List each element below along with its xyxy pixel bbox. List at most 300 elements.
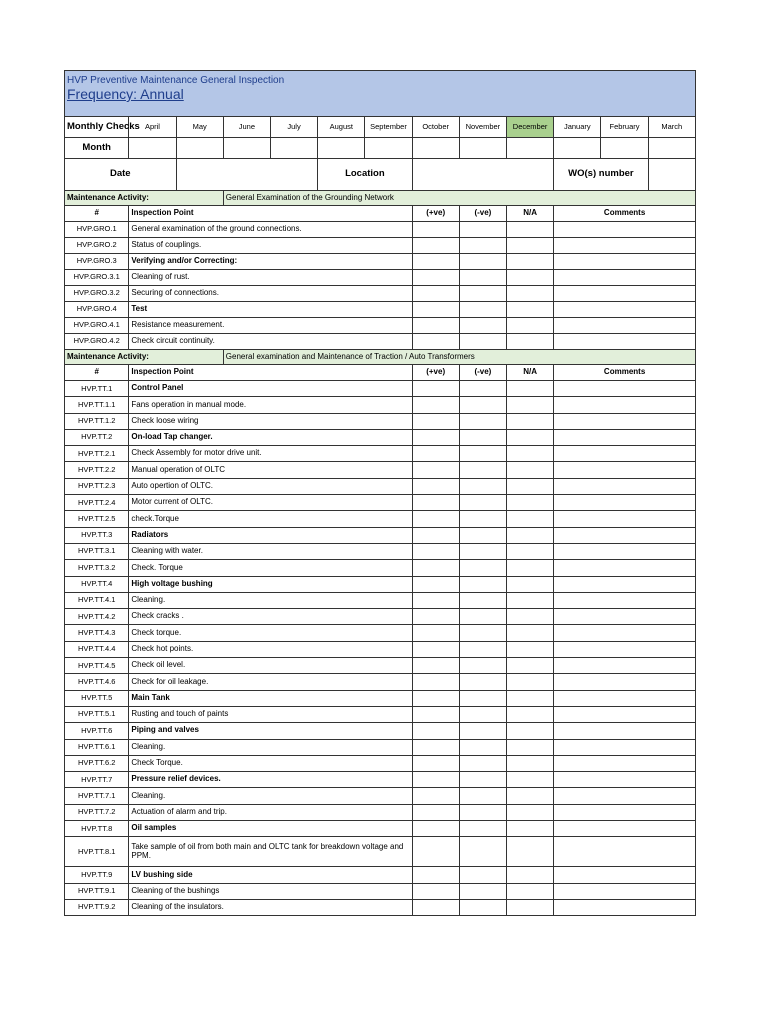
comments-cell[interactable] xyxy=(554,576,696,592)
comments-cell[interactable] xyxy=(554,883,696,899)
positive-check-cell[interactable] xyxy=(412,286,459,302)
comments-cell[interactable] xyxy=(554,222,696,238)
item-description: Check hot points. xyxy=(129,641,412,657)
negative-check-cell[interactable] xyxy=(459,592,506,608)
item-description: Check. Torque xyxy=(129,560,412,576)
na-check-cell[interactable] xyxy=(506,821,553,837)
positive-check-cell[interactable] xyxy=(412,543,459,559)
comments-cell[interactable] xyxy=(554,755,696,771)
item-description: Cleaning of the insulators. xyxy=(129,899,412,915)
month-cell[interactable] xyxy=(459,138,506,159)
item-description: Check torque. xyxy=(129,625,412,641)
comments-cell[interactable] xyxy=(554,381,696,397)
col-na: N/A xyxy=(506,365,553,381)
positive-check-cell[interactable] xyxy=(412,334,459,350)
positive-check-cell[interactable] xyxy=(412,690,459,706)
item-description: Verifying and/or Correcting: xyxy=(129,254,412,270)
positive-check-cell[interactable] xyxy=(412,254,459,270)
comments-cell[interactable] xyxy=(554,270,696,286)
item-code: HVP.TT.4.6 xyxy=(65,674,129,690)
comments-cell[interactable] xyxy=(554,446,696,462)
table-row xyxy=(65,527,696,543)
month-header-january: January xyxy=(554,117,601,138)
na-check-cell[interactable] xyxy=(506,560,553,576)
positive-check-cell[interactable] xyxy=(412,609,459,625)
location-field[interactable] xyxy=(412,159,554,191)
inspection-table xyxy=(64,70,696,916)
comments-cell[interactable] xyxy=(554,625,696,641)
na-check-cell[interactable] xyxy=(506,397,553,413)
item-code: HVP.GRO.4.1 xyxy=(65,318,129,334)
positive-check-cell[interactable] xyxy=(412,706,459,722)
na-check-cell[interactable] xyxy=(506,641,553,657)
title-row xyxy=(65,71,696,117)
comments-cell[interactable] xyxy=(554,867,696,883)
negative-check-cell[interactable] xyxy=(459,560,506,576)
positive-check-cell[interactable] xyxy=(412,739,459,755)
na-check-cell[interactable] xyxy=(506,254,553,270)
positive-check-cell[interactable] xyxy=(412,674,459,690)
positive-check-cell[interactable] xyxy=(412,576,459,592)
table-row xyxy=(65,495,696,511)
item-code: HVP.GRO.3 xyxy=(65,254,129,270)
na-check-cell[interactable] xyxy=(506,576,553,592)
item-description: Rusting and touch of paints xyxy=(129,706,412,722)
col-positive: (+ve) xyxy=(412,365,459,381)
item-code: HVP.GRO.1 xyxy=(65,222,129,238)
na-check-cell[interactable] xyxy=(506,381,553,397)
item-code: HVP.TT.6 xyxy=(65,723,129,739)
item-code: HVP.TT.1.2 xyxy=(65,413,129,429)
na-check-cell[interactable] xyxy=(506,318,553,334)
item-code: HVP.TT.8 xyxy=(65,821,129,837)
month-cell[interactable] xyxy=(601,138,648,159)
column-header-row xyxy=(65,365,696,381)
positive-check-cell[interactable] xyxy=(412,641,459,657)
na-check-cell[interactable] xyxy=(506,804,553,820)
negative-check-cell[interactable] xyxy=(459,755,506,771)
positive-check-cell[interactable] xyxy=(412,837,459,867)
item-description: Test xyxy=(129,302,412,318)
na-check-cell[interactable] xyxy=(506,238,553,254)
positive-check-cell[interactable] xyxy=(412,238,459,254)
item-code: HVP.GRO.4.2 xyxy=(65,334,129,350)
negative-check-cell[interactable] xyxy=(459,821,506,837)
comments-cell[interactable] xyxy=(554,592,696,608)
na-check-cell[interactable] xyxy=(506,739,553,755)
table-row xyxy=(65,286,696,302)
negative-check-cell[interactable] xyxy=(459,397,506,413)
positive-check-cell[interactable] xyxy=(412,723,459,739)
comments-cell[interactable] xyxy=(554,238,696,254)
na-check-cell[interactable] xyxy=(506,788,553,804)
item-code: HVP.TT.4.2 xyxy=(65,609,129,625)
comments-cell[interactable] xyxy=(554,478,696,494)
negative-check-cell[interactable] xyxy=(459,804,506,820)
comments-cell[interactable] xyxy=(554,429,696,445)
item-description: Cleaning of rust. xyxy=(129,270,412,286)
na-check-cell[interactable] xyxy=(506,609,553,625)
item-description: Motor current of OLTC. xyxy=(129,495,412,511)
month-cell[interactable] xyxy=(554,138,601,159)
na-check-cell[interactable] xyxy=(506,334,553,350)
na-check-cell[interactable] xyxy=(506,462,553,478)
table-row xyxy=(65,723,696,739)
item-description: Check Torque. xyxy=(129,755,412,771)
comments-cell[interactable] xyxy=(554,318,696,334)
positive-check-cell[interactable] xyxy=(412,867,459,883)
table-row xyxy=(65,609,696,625)
comments-cell[interactable] xyxy=(554,511,696,527)
na-check-cell[interactable] xyxy=(506,772,553,788)
item-code: HVP.TT.3.1 xyxy=(65,543,129,559)
positive-check-cell[interactable] xyxy=(412,592,459,608)
negative-check-cell[interactable] xyxy=(459,286,506,302)
negative-check-cell[interactable] xyxy=(459,883,506,899)
positive-check-cell[interactable] xyxy=(412,658,459,674)
negative-check-cell[interactable] xyxy=(459,495,506,511)
comments-cell[interactable] xyxy=(554,560,696,576)
comments-cell[interactable] xyxy=(554,413,696,429)
table-row xyxy=(65,254,696,270)
item-description: Oil samples xyxy=(129,821,412,837)
item-description: Check cracks . xyxy=(129,609,412,625)
table-row xyxy=(65,899,696,915)
negative-check-cell[interactable] xyxy=(459,478,506,494)
negative-check-cell[interactable] xyxy=(459,658,506,674)
month-header-september: September xyxy=(365,117,412,138)
comments-cell[interactable] xyxy=(554,543,696,559)
item-description: General examination of the ground connections. xyxy=(129,222,412,238)
item-description: Cleaning. xyxy=(129,739,412,755)
negative-check-cell[interactable] xyxy=(459,381,506,397)
comments-cell[interactable] xyxy=(554,706,696,722)
negative-check-cell[interactable] xyxy=(459,772,506,788)
positive-check-cell[interactable] xyxy=(412,270,459,286)
table-row xyxy=(65,446,696,462)
positive-check-cell[interactable] xyxy=(412,511,459,527)
col-negative: (-ve) xyxy=(459,365,506,381)
month-cell[interactable] xyxy=(506,138,553,159)
month-header-november: November xyxy=(459,117,506,138)
activity-label: Maintenance Activity: xyxy=(65,350,224,365)
comments-cell[interactable] xyxy=(554,772,696,788)
table-row xyxy=(65,511,696,527)
frequency-label: Frequency: Annual xyxy=(67,86,184,102)
month-header-june: June xyxy=(223,117,270,138)
item-code: HVP.TT.7.2 xyxy=(65,804,129,820)
positive-check-cell[interactable] xyxy=(412,397,459,413)
positive-check-cell[interactable] xyxy=(412,804,459,820)
negative-check-cell[interactable] xyxy=(459,899,506,915)
table-row xyxy=(65,462,696,478)
col-comments: Comments xyxy=(554,206,696,222)
na-check-cell[interactable] xyxy=(506,222,553,238)
positive-check-cell[interactable] xyxy=(412,755,459,771)
month-header-february: February xyxy=(601,117,648,138)
comments-cell[interactable] xyxy=(554,609,696,625)
comments-cell[interactable] xyxy=(554,690,696,706)
positive-check-cell[interactable] xyxy=(412,527,459,543)
item-code: HVP.TT.1.1 xyxy=(65,397,129,413)
item-code: HVP.TT.2.5 xyxy=(65,511,129,527)
item-description: Cleaning with water. xyxy=(129,543,412,559)
item-description: Actuation of alarm and trip. xyxy=(129,804,412,820)
item-code: HVP.TT.7 xyxy=(65,772,129,788)
comments-cell[interactable] xyxy=(554,739,696,755)
comments-cell[interactable] xyxy=(554,527,696,543)
negative-check-cell[interactable] xyxy=(459,462,506,478)
negative-check-cell[interactable] xyxy=(459,625,506,641)
negative-check-cell[interactable] xyxy=(459,511,506,527)
comments-cell[interactable] xyxy=(554,286,696,302)
item-code: HVP.TT.9 xyxy=(65,867,129,883)
wo-number-field[interactable] xyxy=(648,159,695,191)
item-code: HVP.TT.7.1 xyxy=(65,788,129,804)
col-number: # xyxy=(65,365,129,381)
positive-check-cell[interactable] xyxy=(412,772,459,788)
table-row xyxy=(65,772,696,788)
item-description: Check oil level. xyxy=(129,658,412,674)
negative-check-cell[interactable] xyxy=(459,254,506,270)
item-description: LV bushing side xyxy=(129,867,412,883)
positive-check-cell[interactable] xyxy=(412,446,459,462)
month-cell[interactable] xyxy=(318,138,365,159)
na-check-cell[interactable] xyxy=(506,270,553,286)
table-row xyxy=(65,837,696,867)
location-label: Location xyxy=(318,159,412,191)
item-code: HVP.TT.6.2 xyxy=(65,755,129,771)
month-header-august: August xyxy=(318,117,365,138)
item-description: Radiators xyxy=(129,527,412,543)
table-row xyxy=(65,381,696,397)
na-check-cell[interactable] xyxy=(506,706,553,722)
table-row xyxy=(65,625,696,641)
item-description: On-load Tap changer. xyxy=(129,429,412,445)
na-check-cell[interactable] xyxy=(506,478,553,494)
table-row xyxy=(65,302,696,318)
table-row xyxy=(65,658,696,674)
month-cell[interactable] xyxy=(412,138,459,159)
item-description: Main Tank xyxy=(129,690,412,706)
comments-cell[interactable] xyxy=(554,641,696,657)
item-description: Check circuit continuity. xyxy=(129,334,412,350)
comments-cell[interactable] xyxy=(554,723,696,739)
col-inspection-point: Inspection Point xyxy=(129,365,412,381)
negative-check-cell[interactable] xyxy=(459,837,506,867)
month-cell[interactable] xyxy=(648,138,695,159)
na-check-cell[interactable] xyxy=(506,674,553,690)
positive-check-cell[interactable] xyxy=(412,788,459,804)
positive-check-cell[interactable] xyxy=(412,625,459,641)
item-code: HVP.GRO.4 xyxy=(65,302,129,318)
na-check-cell[interactable] xyxy=(506,495,553,511)
positive-check-cell[interactable] xyxy=(412,318,459,334)
na-check-cell[interactable] xyxy=(506,755,553,771)
na-check-cell[interactable] xyxy=(506,286,553,302)
positive-check-cell[interactable] xyxy=(412,381,459,397)
comments-cell[interactable] xyxy=(554,462,696,478)
comments-cell[interactable] xyxy=(554,495,696,511)
negative-check-cell[interactable] xyxy=(459,318,506,334)
table-row xyxy=(65,413,696,429)
item-code: HVP.TT.9.1 xyxy=(65,883,129,899)
na-check-cell[interactable] xyxy=(506,413,553,429)
negative-check-cell[interactable] xyxy=(459,222,506,238)
na-check-cell[interactable] xyxy=(506,883,553,899)
table-row xyxy=(65,706,696,722)
comments-cell[interactable] xyxy=(554,674,696,690)
na-check-cell[interactable] xyxy=(506,899,553,915)
item-description: Check loose wiring xyxy=(129,413,412,429)
negative-check-cell[interactable] xyxy=(459,413,506,429)
item-code: HVP.TT.2 xyxy=(65,429,129,445)
na-check-cell[interactable] xyxy=(506,302,553,318)
na-check-cell[interactable] xyxy=(506,527,553,543)
negative-check-cell[interactable] xyxy=(459,788,506,804)
item-description: Check for oil leakage. xyxy=(129,674,412,690)
negative-check-cell[interactable] xyxy=(459,238,506,254)
item-description: High voltage bushing xyxy=(129,576,412,592)
na-check-cell[interactable] xyxy=(506,543,553,559)
date-row xyxy=(65,159,696,191)
table-row xyxy=(65,804,696,820)
comments-cell[interactable] xyxy=(554,397,696,413)
negative-check-cell[interactable] xyxy=(459,706,506,722)
col-comments: Comments xyxy=(554,365,696,381)
positive-check-cell[interactable] xyxy=(412,495,459,511)
item-code: HVP.TT.2.4 xyxy=(65,495,129,511)
table-row xyxy=(65,674,696,690)
col-number: # xyxy=(65,206,129,222)
month-cell[interactable] xyxy=(129,138,176,159)
item-description: Manual operation of OLTC xyxy=(129,462,412,478)
comments-cell[interactable] xyxy=(554,804,696,820)
date-field[interactable] xyxy=(176,159,318,191)
table-row xyxy=(65,334,696,350)
na-check-cell[interactable] xyxy=(506,658,553,674)
month-row xyxy=(65,138,696,159)
item-code: HVP.TT.3 xyxy=(65,527,129,543)
item-code: HVP.TT.4.5 xyxy=(65,658,129,674)
month-header-december: December xyxy=(506,117,553,138)
table-row xyxy=(65,867,696,883)
item-code: HVP.TT.5.1 xyxy=(65,706,129,722)
negative-check-cell[interactable] xyxy=(459,739,506,755)
month-label: Month xyxy=(65,138,129,159)
na-check-cell[interactable] xyxy=(506,429,553,445)
negative-check-cell[interactable] xyxy=(459,334,506,350)
month-cell[interactable] xyxy=(270,138,317,159)
wo-number-label: WO(s) number xyxy=(554,159,648,191)
positive-check-cell[interactable] xyxy=(412,222,459,238)
positive-check-cell[interactable] xyxy=(412,560,459,576)
negative-check-cell[interactable] xyxy=(459,527,506,543)
negative-check-cell[interactable] xyxy=(459,867,506,883)
item-code: HVP.TT.4.1 xyxy=(65,592,129,608)
comments-cell[interactable] xyxy=(554,837,696,867)
month-cell[interactable] xyxy=(365,138,412,159)
positive-check-cell[interactable] xyxy=(412,883,459,899)
comments-cell[interactable] xyxy=(554,334,696,350)
item-description: Status of couplings. xyxy=(129,238,412,254)
negative-check-cell[interactable] xyxy=(459,576,506,592)
maintenance-activity-row xyxy=(65,350,696,365)
activity-name: General examination and Maintenance of Traction / Auto Transformers xyxy=(223,350,695,365)
negative-check-cell[interactable] xyxy=(459,270,506,286)
na-check-cell[interactable] xyxy=(506,867,553,883)
month-header-october: October xyxy=(412,117,459,138)
na-check-cell[interactable] xyxy=(506,625,553,641)
item-code: HVP.TT.5 xyxy=(65,690,129,706)
table-row xyxy=(65,576,696,592)
month-cell[interactable] xyxy=(176,138,223,159)
item-code: HVP.TT.2.3 xyxy=(65,478,129,494)
table-row xyxy=(65,641,696,657)
negative-check-cell[interactable] xyxy=(459,609,506,625)
negative-check-cell[interactable] xyxy=(459,446,506,462)
item-description: Check Assembly for motor drive unit. xyxy=(129,446,412,462)
negative-check-cell[interactable] xyxy=(459,543,506,559)
positive-check-cell[interactable] xyxy=(412,899,459,915)
comments-cell[interactable] xyxy=(554,254,696,270)
item-code: HVP.TT.4.3 xyxy=(65,625,129,641)
table-row xyxy=(65,883,696,899)
col-negative: (-ve) xyxy=(459,206,506,222)
negative-check-cell[interactable] xyxy=(459,302,506,318)
month-cell[interactable] xyxy=(223,138,270,159)
na-check-cell[interactable] xyxy=(506,690,553,706)
item-code: HVP.TT.1 xyxy=(65,381,129,397)
positive-check-cell[interactable] xyxy=(412,821,459,837)
positive-check-cell[interactable] xyxy=(412,478,459,494)
col-na: N/A xyxy=(506,206,553,222)
negative-check-cell[interactable] xyxy=(459,723,506,739)
positive-check-cell[interactable] xyxy=(412,429,459,445)
negative-check-cell[interactable] xyxy=(459,641,506,657)
na-check-cell[interactable] xyxy=(506,511,553,527)
item-description: check.Torque xyxy=(129,511,412,527)
item-code: HVP.TT.4.4 xyxy=(65,641,129,657)
positive-check-cell[interactable] xyxy=(412,302,459,318)
inspection-sheet xyxy=(64,70,696,916)
table-row xyxy=(65,222,696,238)
na-check-cell[interactable] xyxy=(506,723,553,739)
positive-check-cell[interactable] xyxy=(412,462,459,478)
positive-check-cell[interactable] xyxy=(412,413,459,429)
item-description: Cleaning. xyxy=(129,788,412,804)
table-row xyxy=(65,755,696,771)
comments-cell[interactable] xyxy=(554,899,696,915)
negative-check-cell[interactable] xyxy=(459,674,506,690)
na-check-cell[interactable] xyxy=(506,592,553,608)
item-description: Resistance measurement. xyxy=(129,318,412,334)
table-row xyxy=(65,318,696,334)
comments-cell[interactable] xyxy=(554,788,696,804)
negative-check-cell[interactable] xyxy=(459,429,506,445)
month-header-april: April xyxy=(129,117,176,138)
column-header-row xyxy=(65,206,696,222)
negative-check-cell[interactable] xyxy=(459,690,506,706)
table-row xyxy=(65,788,696,804)
date-label: Date xyxy=(65,159,177,191)
comments-cell[interactable] xyxy=(554,821,696,837)
comments-cell[interactable] xyxy=(554,658,696,674)
na-check-cell[interactable] xyxy=(506,446,553,462)
na-check-cell[interactable] xyxy=(506,837,553,867)
comments-cell[interactable] xyxy=(554,302,696,318)
item-code: HVP.TT.2.2 xyxy=(65,462,129,478)
